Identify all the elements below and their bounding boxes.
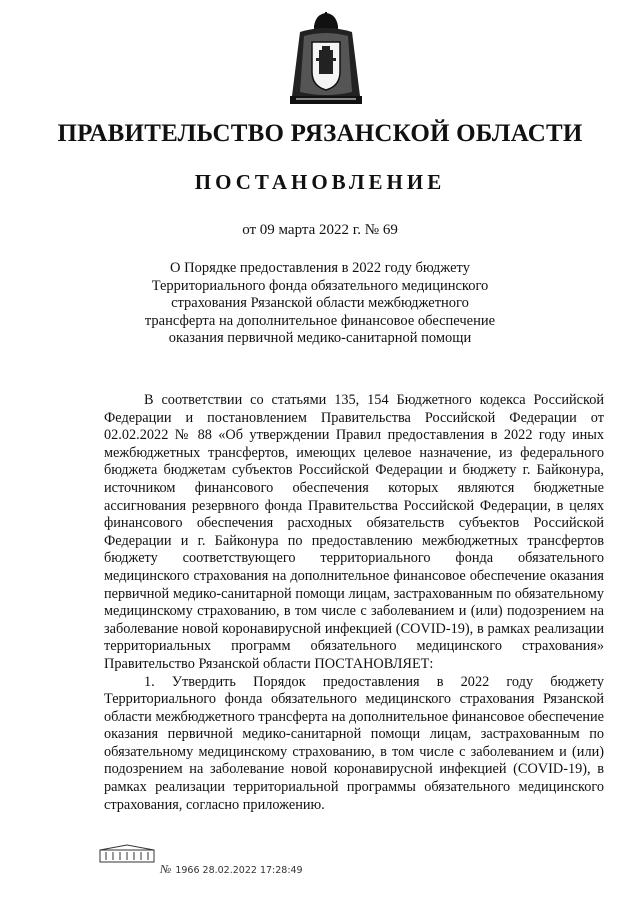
registration-mark: № <box>160 862 172 876</box>
subject-line: трансферта на дополнительное финансовое обеспечение <box>144 312 496 329</box>
document-body <box>104 392 604 814</box>
organization-title: ПРАВИТЕЛЬСТВО РЯЗАНСКОЙ ОБЛАСТИ <box>57 120 583 147</box>
document-subject <box>0 260 640 348</box>
registration-info <box>160 862 303 877</box>
subject-line: Территориального фонда обязательного медицинского <box>151 277 489 294</box>
building-stamp-icon <box>98 844 156 864</box>
date-number: от 09 марта 2022 г. № 69 <box>242 222 398 238</box>
subject-line: страхования Рязанской области межбюджетного <box>171 295 469 311</box>
subject-line: оказания первичной медико-санитарной помощи <box>168 330 472 346</box>
preamble-paragraph: В соответствии со статьями 135, 154 Бюджетного кодекса Российской Федерации и постановлением Правительства Российской Федерации от 02.02.2022 № 88 «Об утверждении Правил предоставления в 2022 году иных межбюджетных трансфертов, имеющих целевое назначение, из федерального бюджета бюджетам субъектов Российской Федерации и бюджету г. Байконура, источником финансового обеспечения которых являются бюджетные ассигнования резервного фонда Правительства Российской Федерации, в целях финансового обеспечения расходных обязательств субъектов Российской Федерации и г. Байконура по предоставлению межбюджетных трансфертов бюджету соответствующего территориального фонда обязательного медицинского страхования на дополнительное финансовое обеспечение оказания первичной медико-санитарной помощи лицам, застрахованным по обязательному медицинскому страхованию, в том числе с заболеванием и (или) подозрением на заболевание новой коронавирусной инфекцией (COVID-19), в рамках реализации территориальных программ обязательного медицинского страхования» Правительство Рязанской области ПОСТАНОВЛЯЕТ: <box>104 392 604 672</box>
item-1-paragraph: 1. Утвердить Порядок предоставления в 2022 году бюджету Территориального фонда обязательного медицинского страхования Рязанской области межбюджетного трансферта на дополнительное финансовое обеспечение оказания первичной медико-санитарной помощи лицам, застрахованным по обязательному медицинскому страхованию, в том числе с заболеванием и (или) подозрением на заболевание новой коронавирусной инфекцией (COVID-19), в рамках реализации территориальной программы обязательного медицинского страхования, согласно приложению. <box>104 673 604 813</box>
coat-of-arms-emblem <box>286 12 366 106</box>
subject-line: О Порядке предоставления в 2022 году бюджету <box>170 260 470 276</box>
document-type: ПОСТАНОВЛЕНИЕ <box>194 170 446 194</box>
registration-stamp: 1966 28.02.2022 17:28:49 <box>175 865 303 876</box>
